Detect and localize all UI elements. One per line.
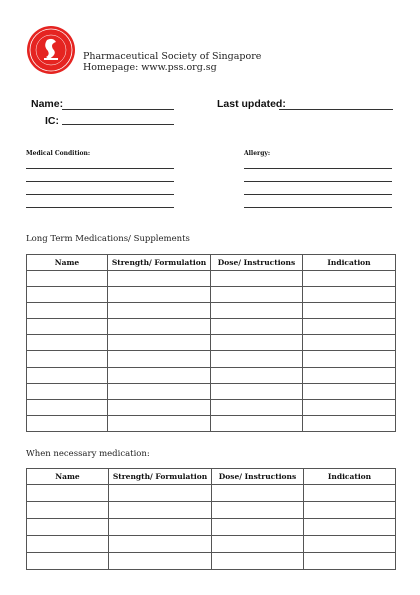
allergy-line-1[interactable] [244, 168, 392, 169]
indication-cell[interactable] [304, 502, 396, 519]
strength-cell[interactable] [108, 335, 211, 351]
name-cell[interactable] [27, 335, 108, 351]
ic-label: IC: [45, 115, 59, 127]
table-row [27, 319, 396, 335]
name-field[interactable] [62, 109, 174, 110]
strength-cell[interactable] [108, 399, 211, 415]
table-row [27, 383, 396, 399]
table-row [27, 287, 396, 303]
name-cell[interactable] [27, 536, 109, 553]
dose-cell[interactable] [211, 367, 303, 383]
strength-cell[interactable] [108, 303, 211, 319]
indication-cell[interactable] [303, 367, 396, 383]
strength-cell[interactable] [109, 502, 212, 519]
indication-cell[interactable] [303, 399, 396, 415]
indication-cell[interactable] [303, 287, 396, 303]
medical-condition-line-2[interactable] [26, 181, 174, 182]
table-row [27, 399, 396, 415]
name-cell[interactable] [27, 415, 108, 431]
col-dose: Dose/ Instructions [212, 469, 304, 485]
table-row [27, 415, 396, 431]
allergy-line-3[interactable] [244, 194, 392, 195]
strength-cell[interactable] [109, 536, 212, 553]
col-indication: Indication [304, 469, 396, 485]
medical-condition-line-3[interactable] [26, 194, 174, 195]
name-cell[interactable] [27, 271, 108, 287]
strength-cell[interactable] [108, 351, 211, 367]
dose-cell[interactable] [212, 553, 304, 570]
table-row [27, 536, 396, 553]
name-label: Name: [31, 98, 64, 110]
when-necessary-table [26, 468, 396, 570]
allergy-line-2[interactable] [244, 181, 392, 182]
dose-cell[interactable] [211, 383, 303, 399]
pss-logo [27, 26, 75, 74]
medical-condition-label: Medical Condition: [26, 150, 91, 157]
ic-field[interactable] [62, 124, 174, 125]
name-cell[interactable] [27, 399, 108, 415]
strength-cell[interactable] [109, 519, 212, 536]
strength-cell[interactable] [108, 367, 211, 383]
org-homepage: Homepage: www.pss.org.sg [83, 62, 217, 73]
indication-cell[interactable] [304, 519, 396, 536]
indication-cell[interactable] [303, 415, 396, 431]
strength-cell[interactable] [108, 271, 211, 287]
dose-cell[interactable] [212, 536, 304, 553]
indication-cell[interactable] [303, 319, 396, 335]
last-updated-label: Last updated: [217, 98, 286, 110]
indication-cell[interactable] [303, 335, 396, 351]
table-row [27, 485, 396, 502]
strength-cell[interactable] [109, 485, 212, 502]
indication-cell[interactable] [303, 271, 396, 287]
col-name: Name [27, 255, 108, 271]
name-cell[interactable] [27, 319, 108, 335]
dose-cell[interactable] [211, 335, 303, 351]
col-name: Name [27, 469, 109, 485]
col-strength: Strength/ Formulation [109, 469, 212, 485]
indication-cell[interactable] [303, 303, 396, 319]
col-strength: Strength/ Formulation [108, 255, 211, 271]
strength-cell[interactable] [108, 415, 211, 431]
indication-cell[interactable] [304, 553, 396, 570]
allergy-label: Allergy: [244, 150, 271, 157]
long-term-table [26, 254, 396, 432]
long-term-title: Long Term Medications/ Supplements [26, 234, 190, 244]
dose-cell[interactable] [211, 271, 303, 287]
dose-cell[interactable] [212, 485, 304, 502]
medical-condition-line-1[interactable] [26, 168, 174, 169]
indication-cell[interactable] [304, 536, 396, 553]
dose-cell[interactable] [211, 399, 303, 415]
strength-cell[interactable] [108, 383, 211, 399]
strength-cell[interactable] [108, 319, 211, 335]
table-row [27, 351, 396, 367]
table-row [27, 271, 396, 287]
table-row [27, 367, 396, 383]
dose-cell[interactable] [211, 287, 303, 303]
indication-cell[interactable] [303, 351, 396, 367]
strength-cell[interactable] [108, 287, 211, 303]
name-cell[interactable] [27, 367, 108, 383]
table-row [27, 502, 396, 519]
indication-cell[interactable] [303, 383, 396, 399]
table-row [27, 553, 396, 570]
dose-cell[interactable] [211, 319, 303, 335]
dose-cell[interactable] [212, 519, 304, 536]
name-cell[interactable] [27, 303, 108, 319]
name-cell[interactable] [27, 502, 109, 519]
table-header-row [27, 255, 396, 271]
name-cell[interactable] [27, 351, 108, 367]
table-row [27, 335, 396, 351]
col-dose: Dose/ Instructions [211, 255, 303, 271]
name-cell[interactable] [27, 383, 108, 399]
strength-cell[interactable] [109, 553, 212, 570]
dose-cell[interactable] [211, 415, 303, 431]
when-necessary-title: When necessary medication: [26, 449, 150, 459]
table-row [27, 519, 396, 536]
table-header-row [27, 469, 396, 485]
name-cell[interactable] [27, 485, 109, 502]
name-cell[interactable] [27, 519, 109, 536]
org-name: Pharmaceutical Society of Singapore [83, 51, 262, 62]
allergy-line-4[interactable] [244, 207, 392, 208]
dose-cell[interactable] [212, 502, 304, 519]
indication-cell[interactable] [304, 485, 396, 502]
last-updated-field[interactable] [279, 109, 393, 110]
medical-condition-line-4[interactable] [26, 207, 174, 208]
col-indication: Indication [303, 255, 396, 271]
table-row [27, 303, 396, 319]
name-cell[interactable] [27, 553, 109, 570]
name-cell[interactable] [27, 287, 108, 303]
dose-cell[interactable] [211, 351, 303, 367]
dose-cell[interactable] [211, 303, 303, 319]
